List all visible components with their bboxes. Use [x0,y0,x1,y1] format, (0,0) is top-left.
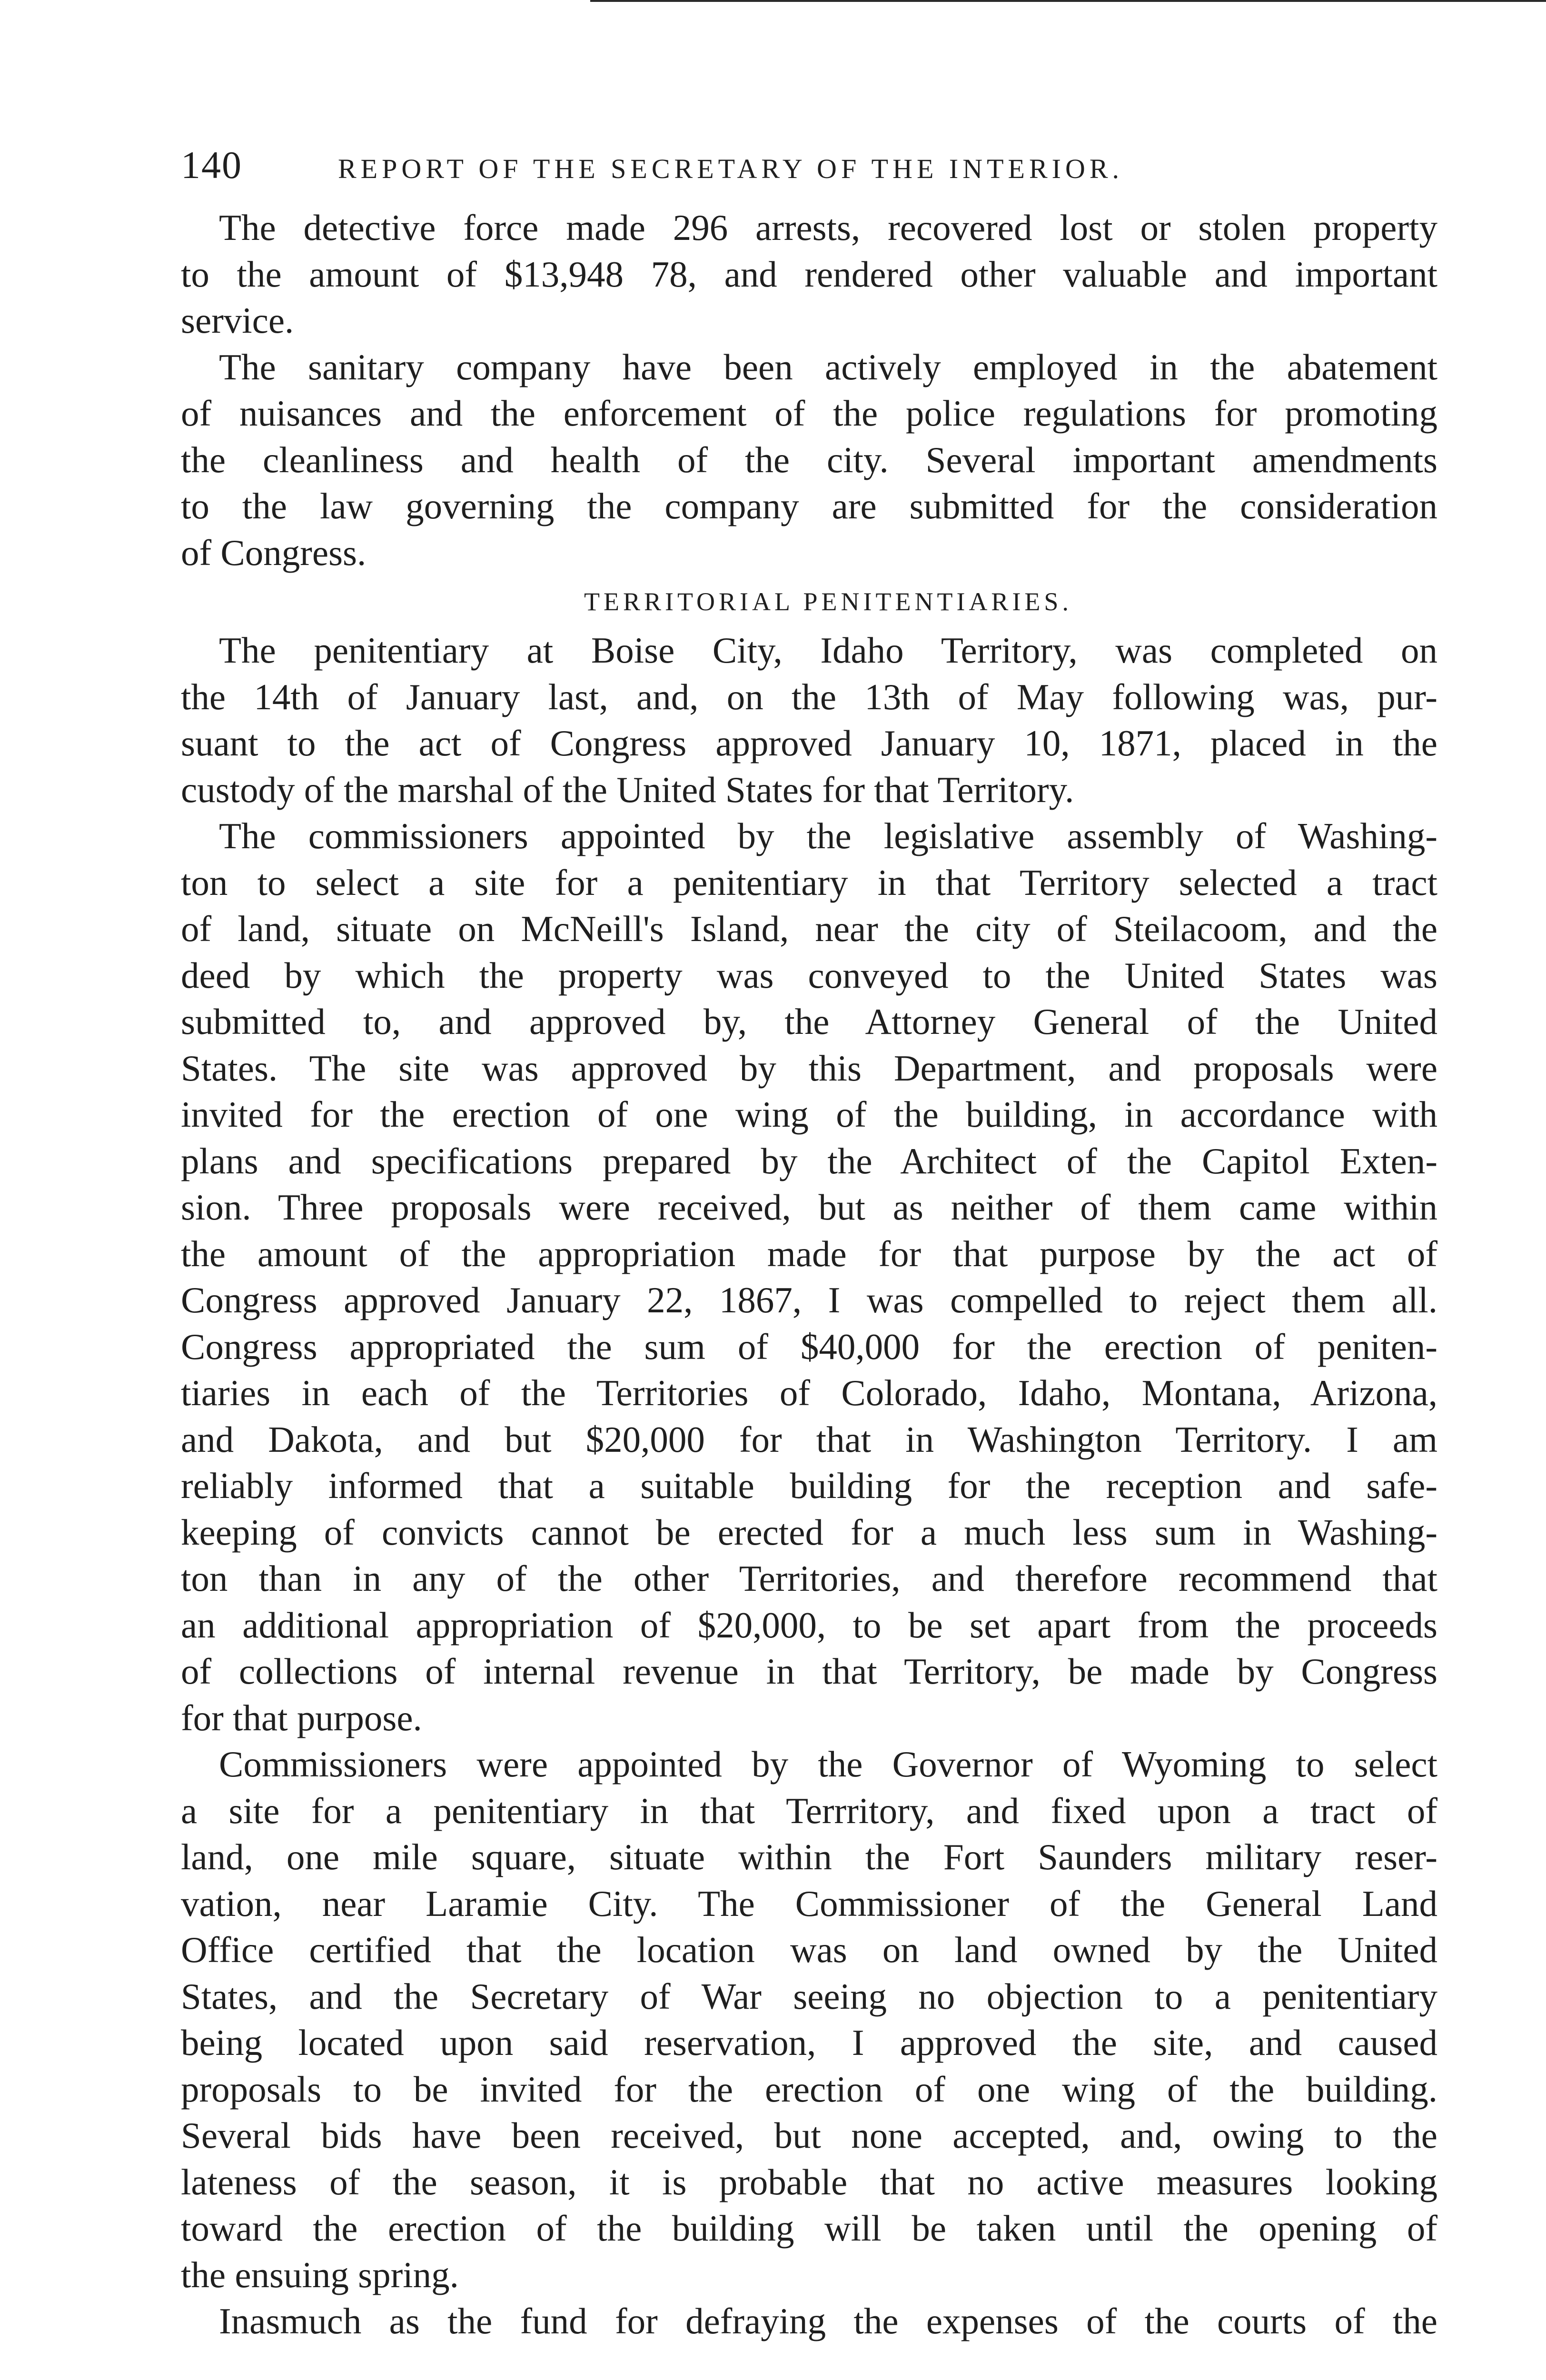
text-line: reliably informed that a suitable building for the reception and safe- [181,1465,1437,1506]
text-line: The detective force made 296 arrests, recovered lost or stolen property [219,207,1437,248]
text-line: being located upon said reservation, I approved the site, and caused [181,2022,1437,2063]
section-heading: TERRITORIAL PENITENTIARIES. [584,587,1072,616]
text-line: Inasmuch as the fund for defraying the expenses of the courts of the [219,2301,1437,2341]
text-line: Congress approved January 22, 1867, I was compelled to reject them all. [181,1279,1437,1320]
text-line: ton to select a site for a penitentiary in that Territory selected a tract [181,862,1437,903]
text-line: for that purpose. [181,1697,422,1738]
text-line: the cleanliness and health of the city. Several important amendments [181,439,1437,480]
text-line: tiaries in each of the Territories of Colorado, Idaho, Montana, Arizona, [181,1372,1437,1413]
text-line: The commissioners appointed by the legislative assembly of Washing- [219,815,1437,856]
paragraph-wyoming-penitentiary [181,1741,1437,2298]
text-line: of land, situate on McNeill's Island, near the city of Steilacoom, and the [181,908,1437,949]
text-line: Commissioners were appointed by the Governor of Wyoming to select [219,1744,1437,1785]
text-line: States, and the Secretary of War seeing no objection to a penitentiary [181,1975,1437,2017]
text-line: service. [181,300,294,341]
text-line: toward the erection of the building will be taken until the opening of [181,2208,1437,2249]
text-line: Congress appropriated the sum of $40,000 for the erection of peniten- [181,1326,1437,1367]
text-line: custody of the marshal of the United States for that Territory. [181,769,1074,810]
text-line: to the amount of $13,948 78, and rendered other valuable and important [181,253,1437,295]
text-line: vation, near Laramie City. The Commissioner of the General Land [181,1883,1437,1924]
text-line: of collections of internal revenue in that Territory, be made by Congress [181,1651,1437,1692]
text-line: proposals to be invited for the erection of one wing of the building. [181,2068,1437,2110]
text-line: an additional appropriation of $20,000, to be set apart from the proceeds [181,1604,1437,1646]
page-number: 140 [181,143,242,187]
paragraph-washington-penitentiary [181,813,1437,1741]
text-line: a site for a penitentiary in that Terrritory, and fixed upon a tract of [181,1790,1437,1831]
text-line: States. The site was approved by this Department, and proposals were [181,1047,1437,1089]
text-line: the ensuing spring. [181,2254,459,2295]
text-line: ton than in any of the other Territories, and therefore recommend that [181,1558,1437,1599]
text-line: sion. Three proposals were received, but as neither of them came within [181,1187,1437,1228]
text-line: submitted to, and approved by, the Attorney General of the United [181,1001,1437,1042]
text-line: the amount of the appropriation made for that purpose by the act of [181,1233,1437,1274]
text-line: the 14th of January last, and, on the 13th of May following was, pur- [181,676,1437,717]
text-line: plans and specifications prepared by the Architect of the Capitol Exten- [181,1140,1437,1181]
paragraph-boise-penitentiary [181,627,1437,813]
text-line: of Congress. [181,532,367,573]
text-line: Several bids have been received, but none accepted, and, owing to the [181,2115,1437,2156]
text-line: lateness of the season, it is probable that no active measures looking [181,2161,1437,2202]
text-line: to the law governing the company are submitted for the consideration [181,486,1437,526]
text-line: keeping of convicts cannot be erected for a much less sum in Washing- [181,1511,1437,1553]
running-head-title: REPORT OF THE SECRETARY OF THE INTERIOR. [338,153,1124,184]
paragraph-court-expenses [181,2298,1437,2345]
text-line: deed by which the property was conveyed to the United States was [181,954,1437,996]
text-line: and Dakota, and but $20,000 for that in Washington Territory. I am [181,1418,1437,1460]
text-line: Office certified that the location was on land owned by the United [181,1929,1437,1970]
document-page [181,143,1437,2345]
text-line: invited for the erection of one wing of the building, in accordance with [181,1094,1437,1135]
top-rule [590,0,1546,2]
paragraph-sanitary-company [181,344,1437,576]
text-line: land, one mile square, situate within the Fort Saunders military reser- [181,1836,1437,1877]
text-line: of nuisances and the enforcement of the police regulations for promoting [181,393,1437,434]
paragraph-detective-force [181,205,1437,344]
text-line: suant to the act of Congress approved January 10, 1871, placed in the [181,723,1437,764]
text-line: The penitentiary at Boise City, Idaho Territory, was completed on [219,630,1437,671]
running-head [181,143,1437,200]
text-line: The sanitary company have been actively employed in the abatement [219,346,1437,387]
